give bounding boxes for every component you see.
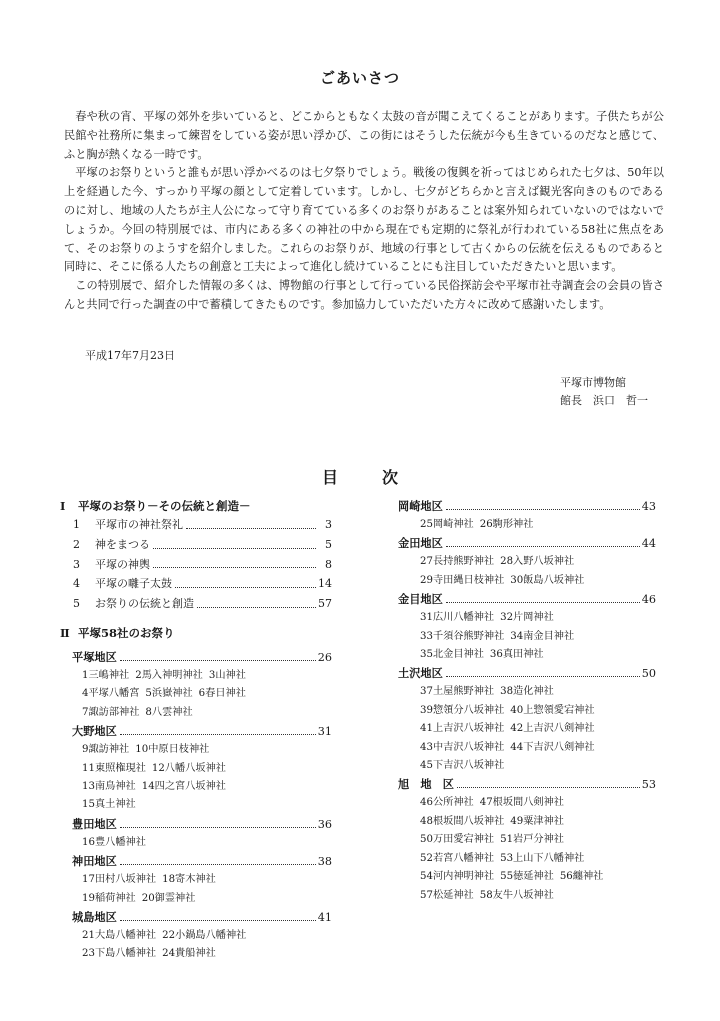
toc-entry-title: 平塚の囃子太鼓	[95, 577, 172, 591]
shrine-entry: 29寺田縄日枝神社	[420, 574, 505, 586]
district-page: 41	[317, 911, 332, 925]
district-name: 平塚地区	[72, 649, 117, 664]
toc-entry-title: 平塚市の神社祭礼	[95, 518, 183, 531]
shrine-entry: 38造化神社	[500, 686, 554, 698]
dot-leader	[446, 497, 640, 510]
toc-part-1	[60, 497, 332, 515]
toc-entry-title: 平塚の神輿	[95, 557, 150, 571]
greeting-paragraph: 平塚のお祭りというと誰もが思い浮かべるのは七夕祭りでしょう。戦後の復興を祈ってはじめられた七夕は、50年以上を経過した今、すっかり平塚の顔として定着しています。しかし、七夕がどちらかと言えば観光客向きのものであるのに対し、地域の人たちが主人公になって守り育てている多くのお祭りがあることは案外知られていないのではないでしょうか。今回の特別展では、市内にある多くの神社の中から現在でも定期的に祭礼が行われている58社に焦点をあて、そのお祭りのようすを紹介しました。これらのお祭りが、地域の行事として古くからの伝統を伝えるものであると同時に、そこに係る人たちの創意と工夫によって進化し続けていることにも注目していただきたいと思います。	[64, 166, 664, 274]
shrine-entry: 12八幡八坂神社	[151, 762, 226, 774]
toc-entry-title: 神をまつる	[95, 537, 150, 551]
shrine-entry: 14四之宮八坂神社	[141, 781, 226, 793]
district-name: 金田地区	[398, 536, 443, 551]
district-name: 岡崎地区	[398, 499, 443, 513]
district-heading	[60, 908, 332, 927]
shrine-entry: 7諏訪部神社	[82, 706, 140, 718]
shrine-line	[398, 850, 656, 868]
shrine-entry: 37土屋熊野神社	[420, 686, 495, 698]
district-page: 43	[641, 500, 656, 513]
dot-leader	[446, 664, 640, 677]
shrine-line	[398, 683, 656, 701]
toc-entry-page: 3	[325, 518, 332, 531]
dot-leader	[446, 534, 640, 547]
dot-leader	[457, 775, 640, 788]
shrine-entry: 18寄木神社	[162, 874, 216, 886]
greeting-title: ごあいさつ	[319, 69, 400, 87]
shrine-line	[60, 945, 332, 963]
shrine-line	[60, 890, 332, 908]
dot-leader	[120, 722, 316, 735]
toc-entry-title: お祭りの伝統と創造	[95, 597, 194, 611]
toc-part-2	[60, 624, 332, 642]
toc-entry-page: 8	[325, 557, 332, 571]
district-heading	[60, 852, 332, 871]
district-heading	[60, 648, 332, 667]
district-name: 土沢地区	[398, 666, 443, 681]
shrine-line	[60, 704, 332, 722]
shrine-entry: 32片岡神社	[500, 612, 554, 624]
district-page: 46	[641, 593, 656, 607]
shrine-entry: 43中吉沢八坂神社	[420, 741, 505, 753]
shrine-line	[398, 794, 656, 812]
toc-entry	[60, 574, 332, 594]
district-heading	[60, 722, 332, 741]
shrine-line	[60, 685, 332, 703]
district-page: 44	[641, 537, 656, 551]
toc-entry-number: 1	[73, 518, 80, 531]
district-name: 城島地区	[72, 910, 117, 925]
shrine-entry: 13南鳥神社	[82, 781, 136, 793]
shrine-entry: 58友牛八坂神社	[479, 889, 554, 901]
district-heading	[398, 534, 656, 553]
shrine-entry: 9諏訪神社	[82, 744, 130, 756]
shrine-entry: 2馬入神明神社	[135, 669, 203, 681]
district-heading	[398, 664, 656, 683]
part-numeral: Ⅰ	[60, 499, 66, 513]
shrine-entry: 30飯島八坂神社	[510, 574, 585, 586]
shrine-entry: 52若宮八幡神社	[420, 852, 495, 864]
shrine-entry: 27長持熊野神社	[420, 556, 495, 568]
district-page: 38	[317, 855, 332, 869]
toc-entry-page: 57	[318, 597, 332, 611]
shrine-entry: 8八雲神社	[145, 706, 193, 718]
shrine-entry: 28入野八坂神社	[500, 556, 575, 568]
dot-leader	[120, 815, 316, 828]
shrine-entry: 20御霊神社	[141, 892, 196, 904]
shrine-line	[398, 702, 656, 720]
toc-entry	[60, 535, 332, 555]
greeting-body	[64, 108, 664, 315]
shrine-entry: 19稲荷神社	[82, 892, 136, 904]
shrine-entry: 49粟津神社	[510, 815, 564, 827]
shrine-line	[60, 927, 332, 945]
district-name: 金目地区	[398, 592, 443, 607]
toc-entry-number: 5	[73, 597, 80, 611]
toc-right-column	[398, 497, 656, 905]
district-page: 26	[317, 650, 332, 664]
shrine-entry: 35北金目神社	[420, 649, 484, 661]
greeting-paragraph: この特別展で、紹介した情報の多くは、博物館の行事として行っている民俗探訪会や平塚市社寺調査会の会員の皆さんと共同で行った調査の中で蓄積してきたものです。参加協力していただいた方々に改めて感謝いたします。	[64, 279, 664, 311]
district-heading	[398, 497, 656, 516]
shrine-entry: 5浜嶽神社	[145, 688, 193, 700]
district-name: 大野地区	[72, 724, 117, 739]
dot-leader	[197, 594, 316, 608]
toc-entry-number: 4	[73, 577, 80, 591]
shrine-entry: 16豊八幡神社	[82, 836, 146, 848]
dot-leader	[153, 555, 316, 569]
part-numeral: Ⅱ	[60, 625, 70, 640]
district-page: 31	[317, 725, 332, 739]
shrine-entry: 15真土神社	[82, 799, 136, 811]
toc-title: 目次	[321, 468, 442, 487]
dot-leader	[446, 590, 640, 603]
shrine-entry: 47根坂間八剣神社	[479, 797, 564, 809]
shrine-entry: 55徳延神社	[500, 871, 554, 883]
museum-name: 平塚市博物館	[560, 376, 626, 389]
toc-entry-number: 3	[73, 557, 80, 571]
shrine-entry: 51岩戸分神社	[500, 834, 564, 846]
shrine-line	[398, 609, 656, 627]
shrine-entry: 21大島八幡神社	[82, 930, 157, 942]
shrine-entry: 22小鍋島八幡神社	[162, 930, 247, 942]
greeting-date: 平成17年7月23日	[85, 349, 175, 362]
shrine-line	[398, 887, 656, 905]
greeting-paragraph: 春や秋の宵、平塚の郊外を歩いていると、どこからともなく太鼓の音が聞こえてくることがあります。子供たちが公民館や社務所に集まって練習をしている姿が思い浮かび、この街にはそうした伝統が今も生きているのだなと感じて、ふと胸が熱くなる一時です。	[64, 110, 664, 161]
dot-leader	[120, 852, 316, 865]
shrine-entry: 17田村八坂神社	[82, 874, 157, 886]
shrine-line	[60, 871, 332, 889]
shrine-entry: 10中原日枝神社	[135, 744, 210, 756]
shrine-entry: 26駒形神社	[479, 519, 534, 530]
shrine-entry: 54河内神明神社	[420, 871, 495, 883]
shrine-entry: 45下吉沢八坂神社	[420, 760, 505, 772]
shrine-line	[398, 646, 656, 664]
shrine-entry: 41上吉沢八坂神社	[420, 723, 505, 735]
shrine-line	[60, 741, 332, 759]
shrine-line	[60, 796, 332, 814]
toc-entry-page: 5	[325, 537, 332, 551]
district-heading	[398, 590, 656, 609]
district-name: 旭 地 区	[398, 777, 454, 792]
dot-leader	[175, 574, 316, 588]
toc-entry	[60, 555, 332, 575]
district-name: 豊田地区	[72, 816, 117, 831]
shrine-entry: 39惣領分八坂神社	[420, 704, 505, 716]
shrine-line	[60, 760, 332, 778]
shrine-line	[398, 739, 656, 757]
shrine-line	[398, 813, 656, 831]
dot-leader	[186, 515, 316, 529]
toc-entry	[60, 594, 332, 614]
shrine-entry: 46公所神社	[420, 797, 474, 809]
shrine-line	[398, 757, 656, 775]
district-heading	[398, 775, 656, 794]
shrine-line	[398, 628, 656, 646]
part-title: 平塚のお祭り－その伝統と創造－	[78, 499, 251, 513]
shrine-line	[60, 778, 332, 796]
shrine-entry: 40上惣領愛宕神社	[510, 704, 595, 716]
shrine-entry: 33千須谷熊野神社	[420, 630, 505, 642]
shrine-line	[398, 720, 656, 738]
director-signature: 館長 浜口 哲一	[560, 394, 648, 407]
part-title: 平塚58社のお祭り	[78, 625, 175, 640]
district-page: 36	[317, 817, 332, 831]
shrine-entry: 25岡崎神社	[420, 519, 474, 530]
shrine-entry: 23下島八幡神社	[82, 948, 157, 960]
district-page: 50	[641, 667, 656, 681]
shrine-entry: 4平塚八幡宮	[82, 688, 140, 700]
shrine-entry: 6春日神社	[198, 688, 246, 700]
shrine-entry: 36真田神社	[489, 649, 544, 661]
shrine-entry: 34南金目神社	[510, 630, 575, 642]
toc-left-column	[60, 497, 332, 964]
shrine-line	[398, 572, 656, 590]
district-page: 53	[641, 778, 656, 792]
shrine-entry: 50万田愛宕神社	[420, 834, 495, 846]
dot-leader	[120, 648, 316, 661]
shrine-entry: 56纏神社	[559, 871, 604, 883]
shrine-line	[60, 667, 332, 685]
dot-leader	[153, 535, 316, 549]
shrine-line	[398, 516, 656, 534]
shrine-entry: 44下吉沢八剣神社	[510, 741, 595, 753]
shrine-entry: 42上吉沢八剣神社	[510, 723, 595, 735]
toc-entry	[60, 515, 332, 535]
shrine-entry: 24貴船神社	[162, 948, 216, 960]
district-heading	[60, 815, 332, 834]
shrine-entry: 1三嶋神社	[82, 669, 130, 681]
shrine-entry: 53上山下八幡神社	[500, 852, 585, 864]
district-name: 神田地区	[72, 854, 117, 869]
shrine-line	[398, 868, 656, 886]
shrine-entry: 11東照権現社	[82, 762, 146, 774]
shrine-line	[60, 834, 332, 852]
shrine-line	[398, 553, 656, 571]
shrine-line	[398, 831, 656, 849]
dot-leader	[120, 908, 316, 921]
shrine-entry: 48根坂間八坂神社	[420, 815, 505, 827]
toc-entry-page: 14	[318, 577, 332, 591]
shrine-entry: 57松延神社	[420, 889, 474, 901]
shrine-entry: 31広川八幡神社	[420, 612, 495, 624]
toc-entry-number: 2	[73, 537, 80, 551]
shrine-entry: 3山神社	[208, 669, 246, 681]
